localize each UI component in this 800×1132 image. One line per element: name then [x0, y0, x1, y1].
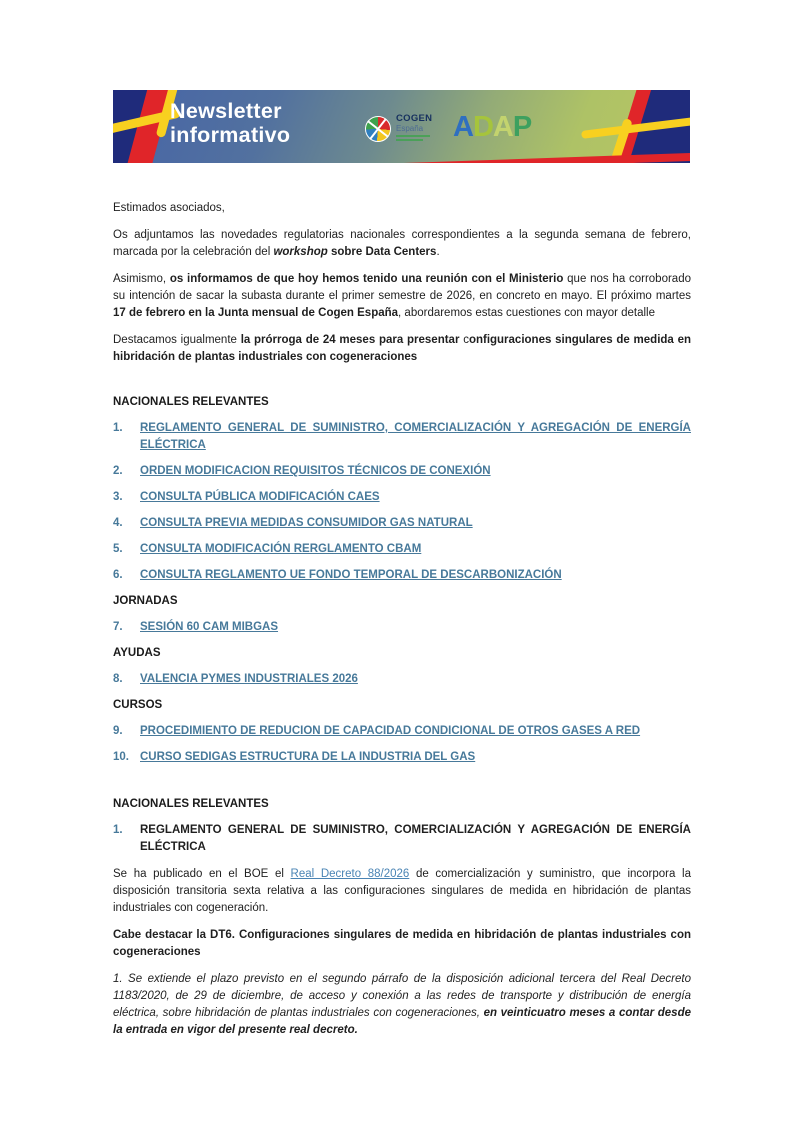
adap-letter: A: [492, 111, 513, 143]
index-item-link-valencia-pymes[interactable]: VALENCIA PYMES INDUSTRIALES 2026: [140, 673, 358, 685]
cogen-subname: España: [396, 124, 424, 133]
text-segment-italic: 1. Se extiende el plazo previsto en el segundo párrafo de la disposición adicional tercera del Real Decreto 1183/2020, de 29 de diciembre, de acceso y conexión a las redes de transporte y distribución de energía eléctrica, sobre hibridación de plantas industriales con cogeneraciones,: [113, 973, 691, 1019]
detail-paragraph-boe: [113, 866, 691, 917]
adap-letter: A: [453, 111, 473, 143]
newsletter-body: [113, 163, 691, 1049]
index-item-6: [113, 567, 691, 584]
index-item-1: [113, 420, 691, 454]
cogen-logo-text: [396, 114, 432, 141]
index-item-number: 4.: [113, 517, 123, 529]
section-heading-jornadas: JORNADAS: [113, 595, 178, 607]
index-item-number: 3.: [113, 491, 123, 503]
section-heading-cursos: CURSOS: [113, 699, 163, 711]
index-item-7: [113, 619, 691, 636]
banner-title: [170, 99, 290, 147]
cogen-name: COGEN: [396, 113, 433, 124]
text-segment-bold-italic: workshop: [273, 246, 328, 258]
text-segment-bold: os informamos de que hoy hemos tenido una reunión con el Ministerio: [169, 273, 564, 285]
intro-paragraph-1: [113, 227, 691, 261]
text-segment-bold-italic: en veinticuatro meses a contar desde la entrada en vigor del presente real decreto.: [113, 1007, 691, 1036]
detail-paragraph-dt6: Cabe destacar la DT6. Configuraciones singulares de medida en hibridación de plantas industriales con cogeneraciones: [113, 929, 691, 958]
index-item-3: [113, 489, 691, 506]
detail-item-title-text: REGLAMENTO GENERAL DE SUMINISTRO, COMERCIALIZACIÓN Y AGREGACIÓN DE ENERGÍA ELÉCTRICA: [140, 824, 691, 853]
adap-letter: P: [512, 111, 532, 143]
index-item-number: 9.: [113, 725, 123, 737]
intro-paragraph-2: [113, 271, 691, 322]
index-item-9: [113, 723, 691, 740]
intro-paragraph-3: [113, 332, 691, 366]
index-item-link-consulta-gas-natural[interactable]: CONSULTA PREVIA MEDIDAS CONSUMIDOR GAS NATURAL: [140, 517, 473, 529]
text-segment: Asimismo,: [113, 273, 170, 285]
index-item-10: [113, 749, 691, 766]
index-item-4: [113, 515, 691, 532]
cogen-logo: [365, 114, 432, 142]
detail-item-title: [113, 822, 691, 856]
index-item-8: [113, 671, 691, 688]
index-item-5: [113, 541, 691, 558]
index-item-number: 5.: [113, 543, 123, 555]
newsletter-banner: [113, 90, 690, 163]
section-heading-nacionales-relevantes: NACIONALES RELEVANTES: [113, 396, 269, 408]
text-segment: , abordaremos estas cuestiones con mayor detalle: [398, 307, 656, 319]
cogen-tagline-bar: [396, 135, 430, 137]
cogen-tagline-bar: [396, 139, 423, 141]
index-item-link-orden-modificacion[interactable]: ORDEN MODIFICACION REQUISITOS TÉCNICOS DE CONEXIÓN: [140, 465, 491, 477]
text-segment: c: [463, 334, 469, 346]
text-segment: que nos ha corroborado su intención de sacar la subasta durante el primer semestre de 2026, en concreto en mayo. El próximo martes: [113, 273, 691, 302]
greeting: Estimados asociados,: [113, 202, 225, 214]
index-item-link-consulta-cbam[interactable]: CONSULTA MODIFICACIÓN RERGLAMENTO CBAM: [140, 543, 422, 555]
adap-logo: [453, 107, 531, 147]
index-item-link-curso-sedigas[interactable]: CURSO SEDIGAS ESTRUCTURA DE LA INDUSTRIA DEL GAS: [140, 751, 476, 763]
index-item-link-procedimiento-gases[interactable]: PROCEDIMIENTO DE REDUCION DE CAPACIDAD CONDICIONAL DE OTROS GASES A RED: [140, 725, 641, 737]
text-segment: Os adjuntamos las novedades regulatorias nacionales correspondientes a la segunda semana de febrero, marcada por la celebración del: [113, 229, 691, 258]
text-segment-bold: onfiguraciones singulares de medida en hibridación de plantas industriales con cogeneraciones: [113, 334, 691, 363]
text-segment: de comercialización y suministro, que incorpora la disposición transitoria sexta relativa a las configuraciones singulares de medida en hibridación de plantas industriales con cogeneración.: [113, 868, 691, 914]
index-item-link-fondo-descarbonizacion[interactable]: CONSULTA REGLAMENTO UE FONDO TEMPORAL DE DESCARBONIZACIÓN: [140, 569, 562, 581]
detail-item-number: 1.: [113, 824, 123, 836]
text-segment-bold: Data Centers: [365, 246, 437, 258]
banner-title-line1: Newsletter: [170, 99, 282, 123]
index-item-number: 1.: [113, 422, 123, 434]
text-segment: Se ha publicado en el BOE el: [113, 868, 291, 880]
real-decreto-link[interactable]: Real Decreto 88/2026: [290, 868, 410, 880]
index-item-number: 6.: [113, 569, 123, 581]
text-segment-bold: la prórroga de 24 meses para presentar: [240, 334, 464, 346]
index-item-link-consulta-caes[interactable]: CONSULTA PÚBLICA MODIFICACIÓN CAES: [140, 491, 380, 503]
text-segment: Destacamos igualmente: [113, 334, 241, 346]
detail-section-heading: NACIONALES RELEVANTES: [113, 798, 269, 810]
text-segment: .: [436, 246, 440, 258]
index-item-number: 8.: [113, 673, 123, 685]
cogen-pie-icon: [365, 116, 391, 142]
index-item-link-sesion-mibgas[interactable]: SESIÓN 60 CAM MIBGAS: [140, 621, 279, 633]
detail-paragraph-quote: [113, 971, 691, 1039]
section-heading-ayudas: AYUDAS: [113, 647, 161, 659]
index-item-2: [113, 463, 691, 480]
adap-letter: D: [472, 111, 493, 143]
text-segment-bold: 17 de febrero en la Junta mensual de Cogen España: [113, 307, 399, 319]
banner-title-line2: informativo: [170, 123, 291, 147]
index-item-number: 7.: [113, 621, 123, 633]
text-segment-bold: sobre: [327, 246, 366, 258]
index-item-number: 10.: [113, 751, 129, 763]
index-item-number: 2.: [113, 465, 123, 477]
index-item-link-reglamento-suministro[interactable]: REGLAMENTO GENERAL DE SUMINISTRO, COMERCIALIZACIÓN Y AGREGACIÓN DE ENERGÍA ELÉCTRICA: [140, 422, 691, 451]
